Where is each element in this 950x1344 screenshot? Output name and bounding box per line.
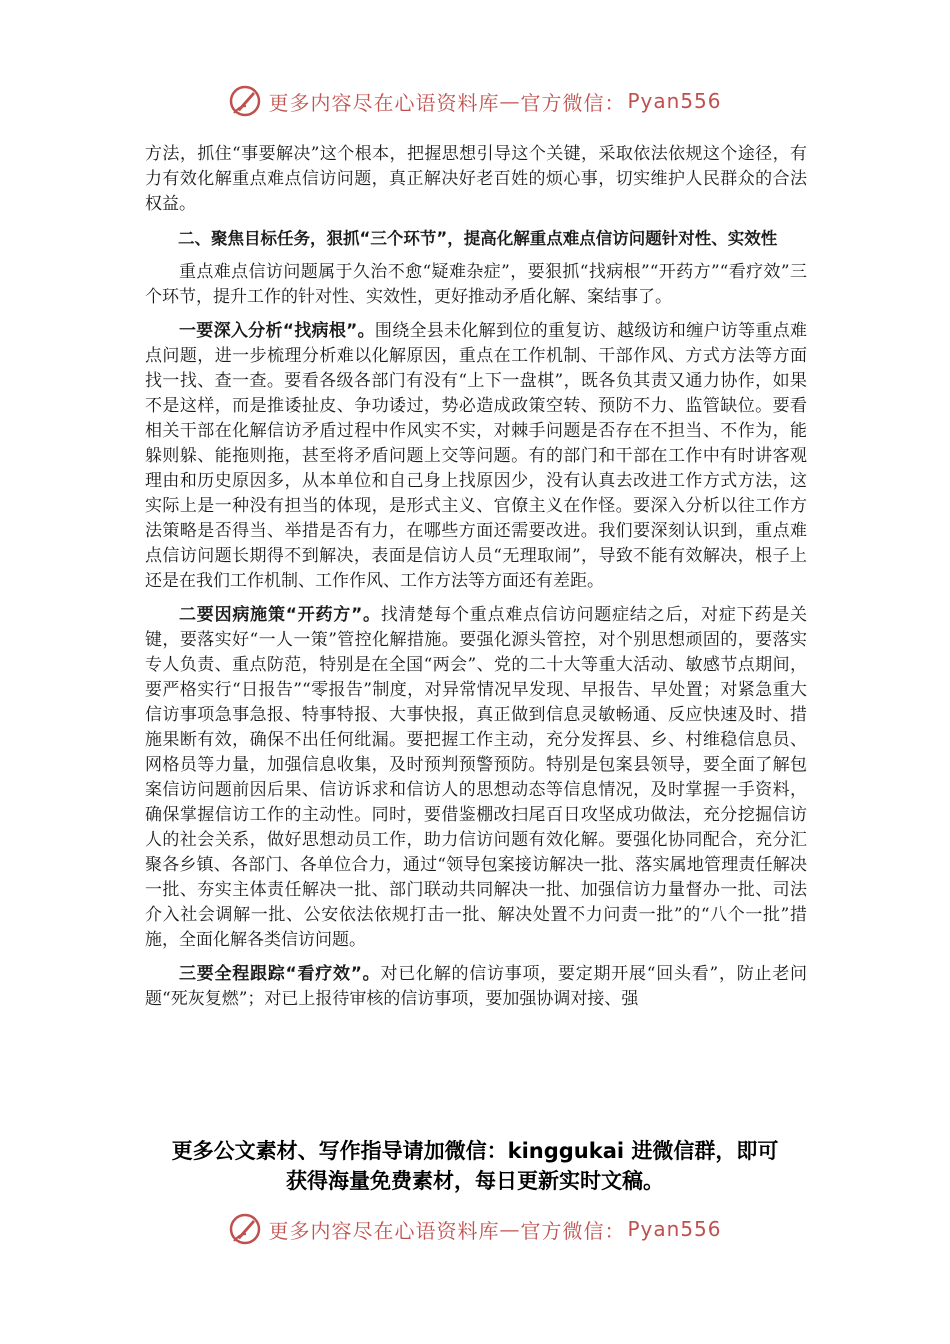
- paragraph-text: 找清楚每个重点难点信访问题症结之后，对症下药是关键，要落实好“一人一策”管控化解措施。要强化源头管控，对个别思想顽固的，要落实专人负责、重点防范，特别是在全国“两会”、党的二十大等重大活动、敏感节点期间，要严格实行“日报告”“零报告”制度，对异常情况早发现、早报告、早处置；对紧急重大信访事项急事急报、特事特报、大事快报，真正做到信息灵敏畅通、反应快速及时、措施果断有效，确保不出任何纰漏。要把握工作主动，充分发挥县、乡、村维稳信息员、网格员等力量，加强信息收集，及时预判预警预防。特别是包案县领导，要全面了解包案信访问题前因后果、信访诉求和信访人的思想动态等信息情况，及时掌握一手资料，确保掌握信访工作的主动性。同时，要借鉴棚改扫尾百日攻坚成功做法，充分挖掘信访人的社会关系，做好思想动员工作，助力信访问题有效化解。要强化协同配合，充分汇聚各乡镇、各部门、各单位合力，通过“领导包案接访解决一批、落实属地管理责任解决一批、夯实主体责任解决一批、部门联动共同解决一批、加强信访力量督办一批、司法介入社会调解一批、公安依法依规打击一批、解决处置不力问责一批”的“八个一批”措施，全面化解各类信访问题。: [145, 605, 807, 950]
- paragraph: [145, 319, 807, 594]
- watermark-brand: 更多内容尽在心语资料库: [268, 90, 500, 115]
- paragraph-lead: 三要全程跟踪“看疗效”。: [179, 964, 381, 984]
- watermark-label: 官方微信：: [520, 90, 626, 115]
- paragraph: 重点难点信访问题属于久治不愈“疑难杂症”，要狠抓“找病根”“开药方”“看疗效”三个环节，提升工作的针对性、实效性，更好推动矛盾化解、案结事了。: [145, 262, 807, 307]
- paragraph-lead: 二要因病施策“开药方”。: [179, 605, 381, 625]
- quill-logo-icon: [228, 1212, 262, 1246]
- watermark-handle: Pyan556: [627, 1217, 722, 1241]
- watermark-handle: Pyan556: [627, 89, 722, 113]
- promo-line-2: 获得海量免费素材，每日更新实时文稿。: [286, 1169, 664, 1193]
- watermark-header: [0, 84, 950, 118]
- paragraph: 方法，抓住“事要解决”这个根本，把握思想引导这个关键，采取依法依规这个途径，有力有效化解重点难点信访问题，真正解决好老百姓的烦心事，切实维护人民群众的合法权益。: [145, 144, 807, 214]
- watermark-brand: 更多内容尽在心语资料库: [268, 1218, 500, 1243]
- section-heading: 二、聚焦目标任务，狠抓“三个环节”，提高化解重点难点信访问题针对性、实效性: [178, 229, 778, 248]
- watermark-label: 官方微信：: [520, 1218, 626, 1243]
- quill-logo-icon: [228, 84, 262, 118]
- promo-banner: [120, 1136, 830, 1196]
- paragraph-text: 围绕全县未化解到位的重复访、越级访和缠户访等重点难点问题，进一步梳理分析难以化解原因，重点在工作机制、干部作风、方式方法等方面找一找、查一查。要看各级各部门有没有“上下一盘棋”，既各负其责又通力协作，如果不是这样，而是推诿扯皮、争功诿过，势必造成政策空转、预防不力、监管缺位。要看相关干部在化解信访矛盾过程中作风实不实，对棘手问题是否存在不担当、不作为，能躲则躲、能拖则拖，甚至将矛盾问题上交等问题。有的部门和干部在工作中有时讲客观理由和历史原因多，从本单位和自己身上找原因少，没有认真去改进工作方式方法，这实际上是一种没有担当的体现，是形式主义、官僚主义在作怪。要深入分析以往工作方法策略是否得当、举措是否有力，在哪些方面还需要改进。我们要深刻认识到，重点难点信访问题长期得不到解决，表面是信访人员“无理取闹”，导致不能有效解决，根子上还是在我们工作机制、工作作风、工作方法等方面还有差距。: [145, 321, 807, 591]
- paragraph: [145, 962, 807, 1012]
- watermark-separator: —: [499, 89, 521, 113]
- paragraph: [145, 603, 807, 953]
- paragraph-text: 对已化解的信访事项，要定期开展“回头看”，防止老问题“死灰复燃”；对已上报待审核的信访事项，要加强协调对接、强: [145, 964, 807, 1009]
- watermark-separator: —: [499, 1217, 521, 1241]
- promo-line-1: 更多公文素材、写作指导请加微信：kinggukai 进微信群，即可: [171, 1139, 779, 1163]
- paragraph-lead: 一要深入分析“找病根”。: [179, 321, 375, 341]
- watermark-footer: [0, 1212, 950, 1246]
- document-body: [145, 142, 807, 1021]
